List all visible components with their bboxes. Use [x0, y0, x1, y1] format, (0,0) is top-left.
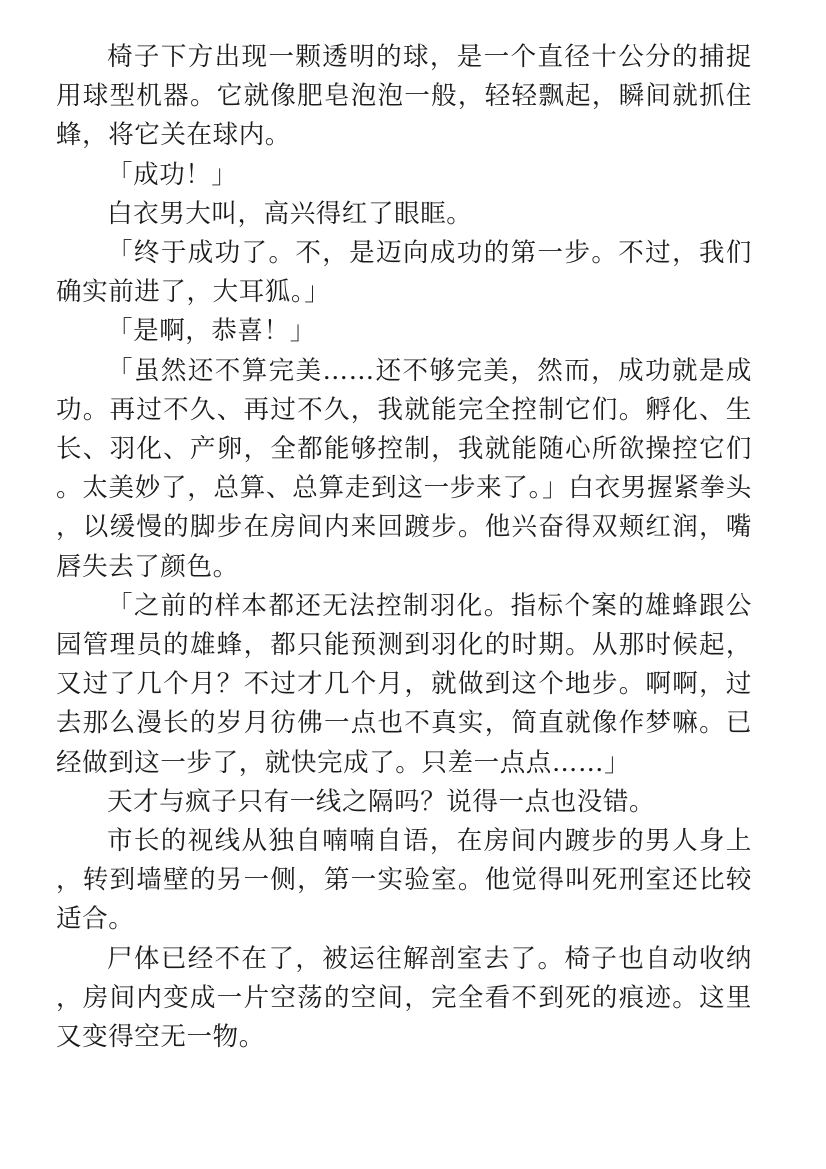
document-page	[56, 38, 752, 1057]
paragraph-6: 「虽然还不算完美……还不够完美，然而，成功就是成功。再过不久、再过不久，我就能完全控制它们。孵化、生长、羽化、产卵，全都能够控制，我就能随心所欲操控它们。太美妙了，总算、总算走到这一步来了。」白衣男握紧拳头，以缓慢的脚步在房间内来回踱步。他兴奋得双颊红润，嘴唇失去了颜色。	[56, 355, 752, 582]
paragraph-1: 椅子下方出现一颗透明的球，是一个直径十公分的捕捉用球型机器。它就像肥皂泡泡一般，轻轻飘起，瞬间就抓住蜂，将它关在球内。	[56, 42, 752, 151]
paragraph-10: 尸体已经不在了，被运往解剖室去了。椅子也自动收纳，房间内变成一片空荡的空间，完全看不到死的痕迹。这里又变得空无一物。	[56, 943, 752, 1053]
paragraph-7: 「之前的样本都还无法控制羽化。指标个案的雄蜂跟公园管理员的雄蜂，都只能预测到羽化的时期。从那时候起，又过了几个月？不过才几个月，就做到这个地步。啊啊，过去那么漫长的岁月彷佛一点也不真实，简直就像作梦嘛。已经做到这一步了，就快完成了。只差一点点……」	[56, 590, 752, 778]
paragraph-2: 「成功！」	[107, 159, 238, 190]
paragraph-9: 市长的视线从独自喃喃自语，在房间内踱步的男人身上，转到墙壁的另一侧，第一实验室。他觉得叫死刑室还比较适合。	[56, 826, 752, 935]
paragraph-3: 白衣男大叫，高兴得红了眼眶。	[107, 198, 473, 229]
paragraph-5: 「是啊，恭喜！」	[107, 316, 316, 347]
paragraph-8: 天才与疯子只有一线之隔吗？说得一点也没错。	[107, 786, 656, 817]
paragraph-4: 「终于成功了。不，是迈向成功的第一步。不过，我们确实前进了，大耳狐。」	[56, 238, 752, 308]
